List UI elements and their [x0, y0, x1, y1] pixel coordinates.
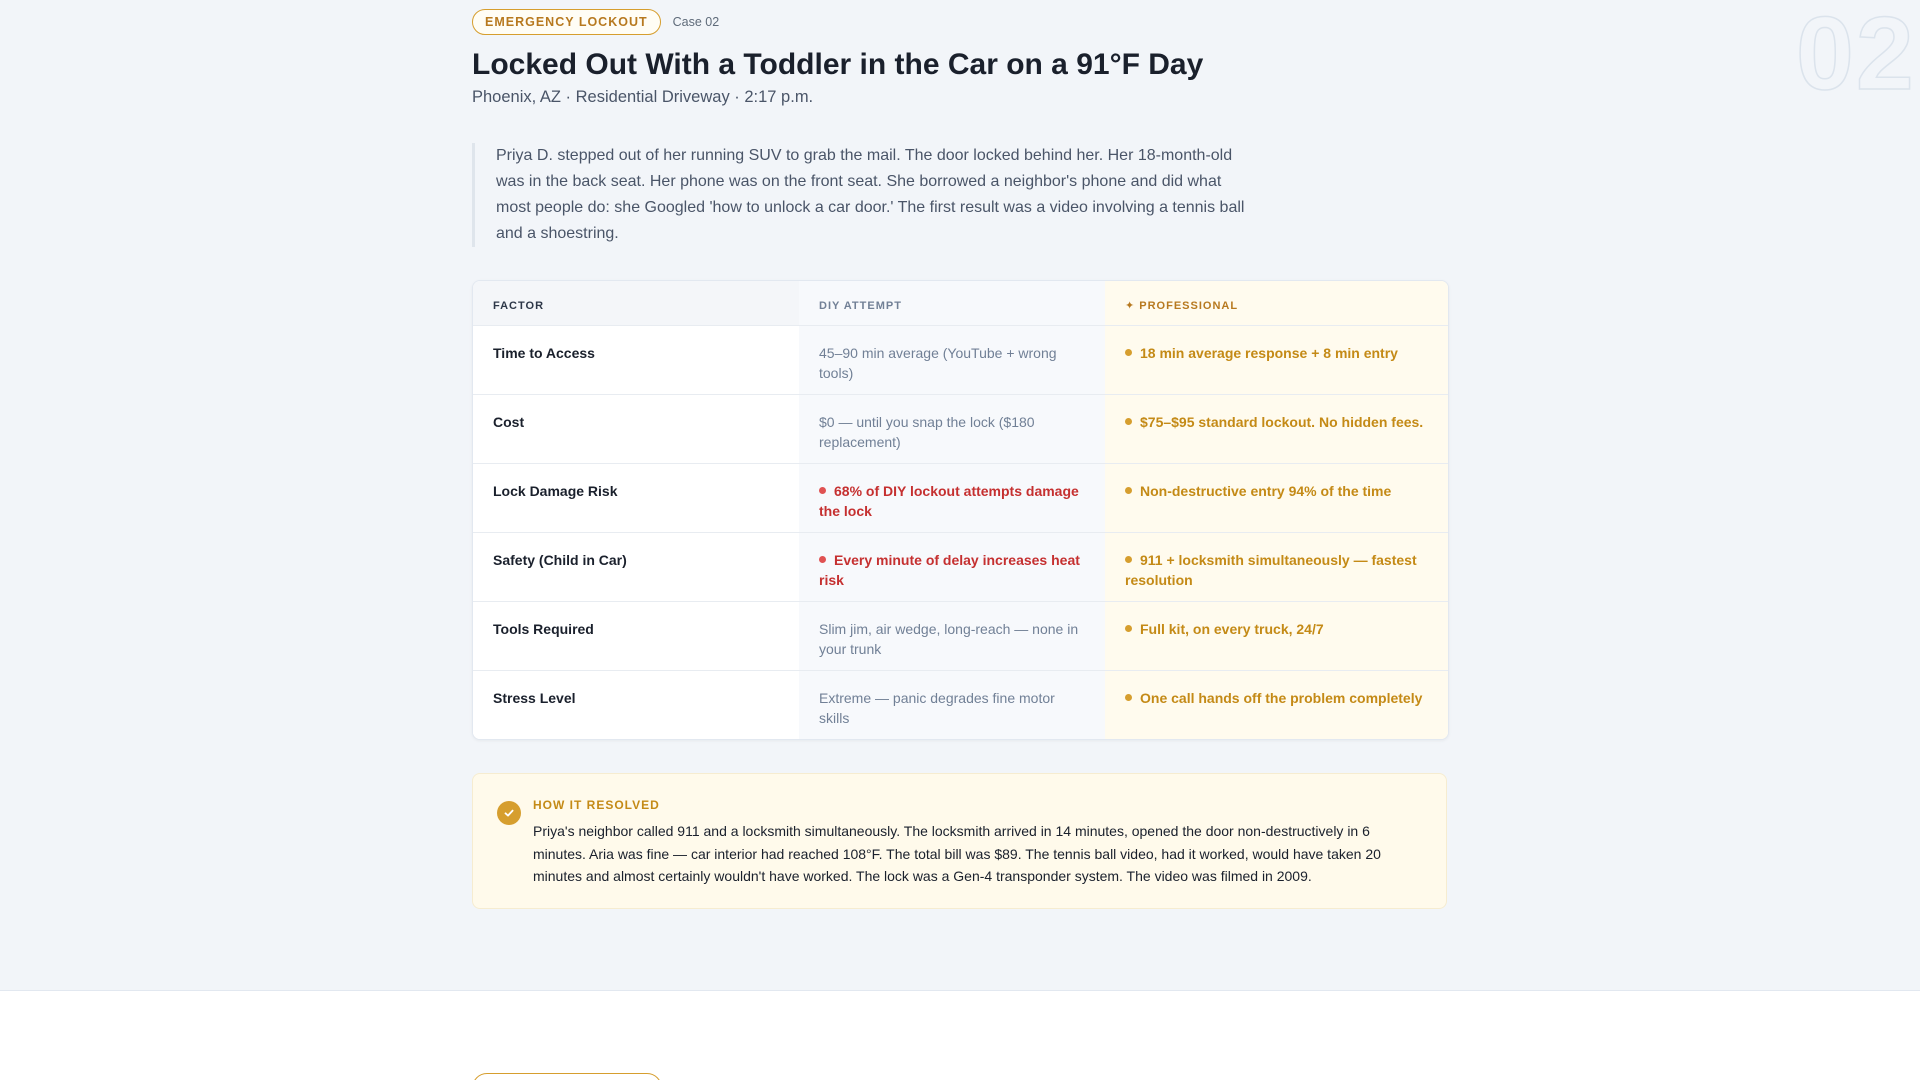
pro-text: $75–$95 standard lockout. No hidden fees. [1140, 414, 1424, 430]
diy-cell: $0 — until you snap the lock ($180 replacement) [799, 395, 1105, 463]
resolution-label: HOW IT RESOLVED [533, 798, 660, 812]
table-row [473, 601, 1448, 670]
next-case-section [0, 990, 1920, 1080]
resolution-text: Priya's neighbor called 911 and a locksmith simultaneously. The locksmith arrived in 14 minutes, opened the door non-destructively in 6 minutes. Aria was fine — car interior had reached 108°F. The total bill was $89. The tennis ball video, had it worked, would have taken 20 minutes and almost certainly wouldn't have worked. The lock was a Gen-4 transponder system. The video was filmed in 2009. [533, 823, 1381, 884]
comparison-table [472, 280, 1449, 740]
checkmark-icon [503, 807, 515, 819]
header-factor: FACTOR [473, 281, 799, 325]
table-header-row [473, 281, 1448, 325]
table-row [473, 670, 1448, 739]
page-title: Locked Out With a Toddler in the Car on a 91°F Day [472, 48, 1204, 81]
table-row [473, 394, 1448, 463]
diy-text: Every minute of delay increases heat risk [819, 552, 1080, 588]
factor-cell: Safety (Child in Car) [473, 533, 799, 601]
gold-dot-icon [1125, 625, 1132, 632]
factor-cell: Cost [473, 395, 799, 463]
case-number-watermark: 02 [1796, 0, 1916, 112]
category-badge: EMERGENCY LOCKOUT [472, 9, 661, 35]
resolution-callout [472, 773, 1447, 909]
next-case-badge [472, 1073, 662, 1080]
table-row [473, 325, 1448, 394]
pro-text: 18 min average response + 8 min entry [1140, 345, 1398, 361]
pro-cell [1105, 671, 1448, 739]
pro-cell [1105, 464, 1448, 532]
header-diy: DIY ATTEMPT [799, 281, 1105, 325]
gold-dot-icon [1125, 487, 1132, 494]
diy-cell [799, 464, 1105, 532]
gold-dot-icon [1125, 349, 1132, 356]
factor-cell: Lock Damage Risk [473, 464, 799, 532]
story-quote: Priya D. stepped out of her running SUV to grab the mail. The door locked behind her. Her 18-month-old was in the back seat. Her phone was on the front seat. She borrowed a neighbor's phone and did what most people do: she Googled 'how to unlock a car door.' The first result was a video involving a tennis ball and a shoestring. [472, 143, 1256, 247]
gold-dot-icon [1125, 694, 1132, 701]
pro-text: Non-destructive entry 94% of the time [1140, 483, 1392, 499]
pro-cell [1105, 395, 1448, 463]
factor-cell: Tools Required [473, 602, 799, 670]
case-label: Case 02 [672, 15, 720, 29]
gold-dot-icon [1125, 556, 1132, 563]
pro-cell [1105, 533, 1448, 601]
factor-cell: Time to Access [473, 326, 799, 394]
diy-cell [799, 533, 1105, 601]
pro-text: 911 + locksmith simultaneously — fastest resolution [1125, 552, 1417, 588]
gold-dot-icon [1125, 418, 1132, 425]
diy-cell: 45–90 min average (YouTube + wrong tools) [799, 326, 1105, 394]
red-dot-icon [819, 487, 826, 494]
diy-cell: Extreme — panic degrades fine motor skills [799, 671, 1105, 739]
factor-cell: Stress Level [473, 671, 799, 739]
pro-text: Full kit, on every truck, 24/7 [1140, 621, 1324, 637]
pro-text: One call hands off the problem completely [1140, 690, 1423, 706]
check-circle-icon [497, 801, 521, 825]
red-dot-icon [819, 556, 826, 563]
table-row [473, 532, 1448, 601]
case-tag-row [472, 9, 719, 35]
pro-cell [1105, 602, 1448, 670]
header-professional: ✦ PROFESSIONAL [1105, 281, 1448, 325]
case-location: Phoenix, AZ · Residential Driveway · 2:17 p.m. [472, 88, 814, 106]
pro-cell [1105, 326, 1448, 394]
diy-cell: Slim jim, air wedge, long-reach — none in your trunk [799, 602, 1105, 670]
diy-text: 68% of DIY lockout attempts damage the lock [819, 483, 1079, 519]
table-row [473, 463, 1448, 532]
